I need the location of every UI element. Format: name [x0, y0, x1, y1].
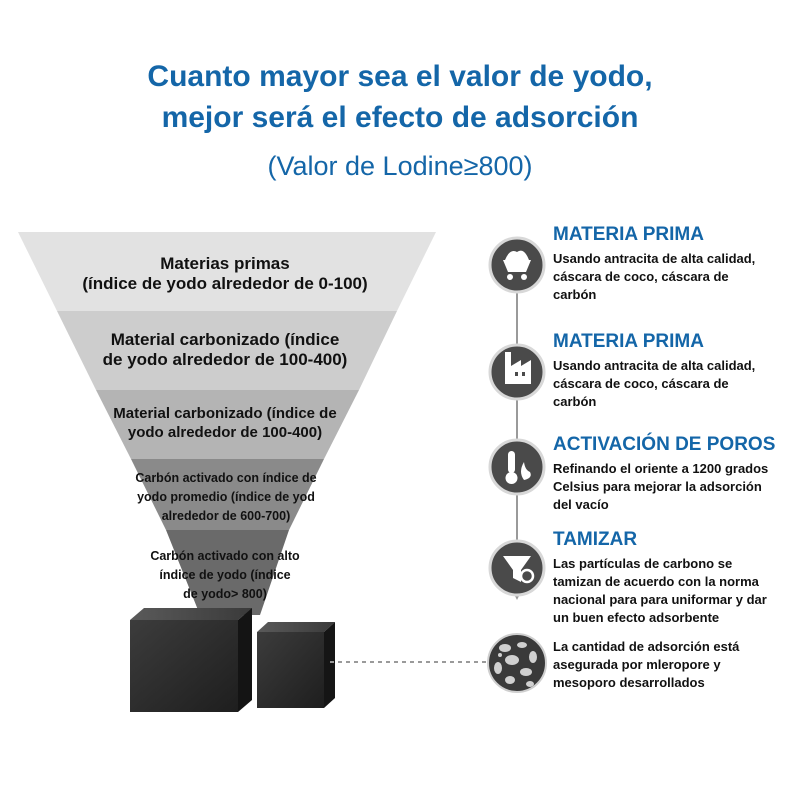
porous-structure-icon [488, 634, 546, 692]
funnel-level-5-line-3: de yodo> 800) [183, 587, 267, 601]
funnel-level-1-line-2: (índice de yodo alrededor de 0-100) [82, 274, 368, 293]
title-line-1: Cuanto mayor sea el valor de yodo, [147, 60, 653, 93]
step-pore-activation [553, 434, 798, 514]
funnel-level-1-label [40, 254, 410, 294]
funnel-level-5-line-2: índice de yodo (índice [159, 568, 291, 582]
step-desc-line: Refinando el oriente a 1200 grados [553, 461, 769, 476]
step-desc-line: cáscara de coco, cáscara de [553, 376, 729, 391]
step-desc-line: tamizan de acuerdo con la norma [553, 574, 759, 589]
step-adsorption-result [553, 638, 798, 692]
funnel-level-4-line-2: yodo promedio (índice de yod [137, 490, 315, 504]
step-heading: ACTIVACIÓN DE POROS [553, 434, 776, 455]
funnel-level-4-line-3: alrededor de 600-700) [161, 509, 291, 523]
filter-sieve-icon [490, 541, 544, 595]
funnel-level-3-line-2: yodo alrededor de 100-400) [127, 424, 323, 441]
title-line-2: mejor será el efecto de adsorción [161, 101, 639, 134]
step-heading: MATERIA PRIMA [553, 224, 704, 245]
step-sieving [553, 529, 798, 627]
step-desc-line: mesoporo desarrollados [553, 675, 705, 690]
step-raw-material-1 [553, 224, 798, 304]
funnel-level-5-line-1: Carbón activado con alto [150, 549, 300, 563]
step-desc-line: carbón [553, 287, 597, 302]
thermometer-flame-icon [490, 440, 544, 494]
step-desc-line: Usando antracita de alta calidad, [553, 251, 756, 266]
funnel-level-3-label [80, 404, 370, 442]
step-desc-line: nacional para para uniformar y dar [553, 592, 767, 607]
funnel-level-4-line-1: Carbón activado con índice de [135, 471, 317, 485]
funnel-level-2-line-2: de yodo alrededor de 100-400) [102, 350, 348, 369]
step-heading: MATERIA PRIMA [553, 331, 704, 352]
funnel-level-2-label [70, 330, 380, 370]
step-desc-line: Las partículas de carbono se [553, 556, 733, 571]
funnel-level-5-label [125, 547, 325, 604]
factory-icon [490, 345, 544, 399]
step-heading: TAMIZAR [553, 529, 638, 550]
step-desc-line: La cantidad de adsorción está [553, 639, 740, 654]
funnel-level-1-line-1: Materias primas [160, 254, 290, 273]
step-desc-line: Celsius para mejorar la adsorción [553, 479, 762, 494]
step-desc-line: un buen efecto adsorbente [553, 610, 720, 625]
step-desc-line: Usando antracita de alta calidad, [553, 358, 756, 373]
mine-cart-icon [490, 238, 544, 292]
step-desc-line: cáscara de coco, cáscara de [553, 269, 729, 284]
step-raw-material-2 [553, 331, 798, 411]
funnel-level-3-line-1: Material carbonizado (índice de [113, 405, 337, 422]
funnel-level-2-line-1: Material carbonizado (índice [110, 330, 340, 349]
step-desc-line: asegurada por mleropore y [553, 657, 721, 672]
funnel-level-4-label [110, 469, 342, 526]
carbon-cubes-image [130, 608, 335, 712]
step-desc-line: del vacío [553, 497, 609, 512]
step-desc-line: carbón [553, 394, 597, 409]
subtitle: (Valor de Lodine≥800) [267, 151, 533, 181]
